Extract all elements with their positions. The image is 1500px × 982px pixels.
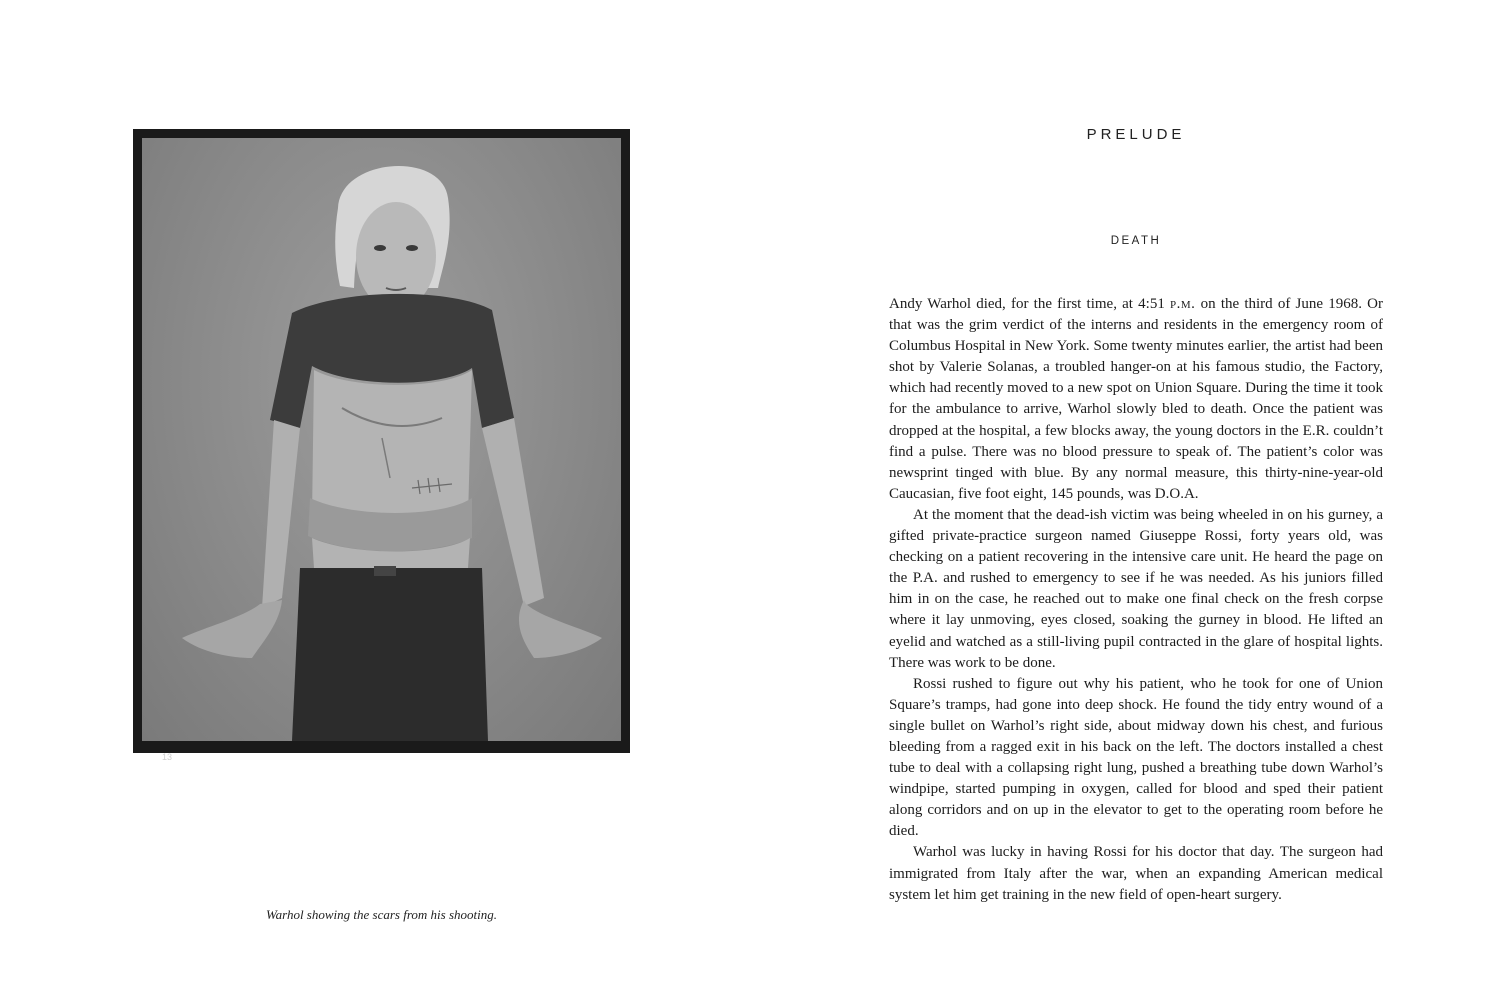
photograph	[133, 129, 630, 762]
paragraph: Warhol was lucky in having Rossi for his doctor that day. The surgeon had immigrated from Italy after the war, when an expanding American medical system let him get training in the new field of open-heart surgery.	[889, 844, 1383, 903]
section-title: DEATH	[1110, 235, 1162, 247]
paragraph: At the moment that the dead-ish victim was being wheeled in on his gurney, a gifted private-practice surgeon named Giuseppe Rossi, forty years old, was checking on a patient recovering in the intensive care unit. He heard the page on the P.A. and rushed to emergency to see if he was needed. As his juniors filled him in on the case, he reached out to make one final check on the fresh corpse where it lay unmoving, eyes closed, soaking the gurney in blood. He lifted an eyelid and watched as a still-living pupil contracted in the glare of hospital lights. There was work to be done.	[889, 506, 1383, 671]
paragraph-text: Andy Warhol died, for the first time, at 4:51	[889, 296, 1171, 312]
portrait-illustration	[142, 138, 621, 741]
frame-number: 13	[162, 752, 173, 762]
time-suffix: p.m.	[1170, 296, 1196, 312]
chapter-title: PRELUDE	[1086, 126, 1186, 143]
paragraph	[889, 294, 1383, 505]
photo-image	[142, 138, 621, 762]
photo-caption: Warhol showing the scars from his shooting.	[265, 907, 498, 922]
body-text	[889, 294, 1383, 906]
paragraph: Rossi rushed to figure out why his patient, who he took for one of Union Square’s tramps, had gone into deep shock. He found the tidy entry wound of a single bullet on Warhol’s right side, about midway down his chest, and furious bleeding from a ragged exit in his back on the left. The doctors installed a chest tube to deal with a collapsing right lung, pushed a breathing tube down Warhol’s windpipe, started pumping in oxygen, called for blood and sped their patient along corridors and on up in the elevator to get to the operating room before he died.	[889, 675, 1383, 840]
paragraph-text: on the third of June 1968. Or that was the grim verdict of the interns and residents in the emergency room of Columbus Hospital in New York. Some twenty minutes earlier, the artist had been shot by Valerie Solanas, a troubled hanger-on at his famous studio, the Factory, which had recently moved to a new spot on Union Square. During the time it took for the ambulance to arrive, Warhol slowly bled to death. Once the patient was dropped at the hospital, a few blocks away, the young doctors in the E.R. couldn’t find a pulse. There was no blood pressure to speak of. The patient’s color was newsprint tinged with blue. By any normal measure, this thirty-nine-year-old Caucasian, five foot eight, 145 pounds, was D.O.A.	[889, 296, 1384, 502]
